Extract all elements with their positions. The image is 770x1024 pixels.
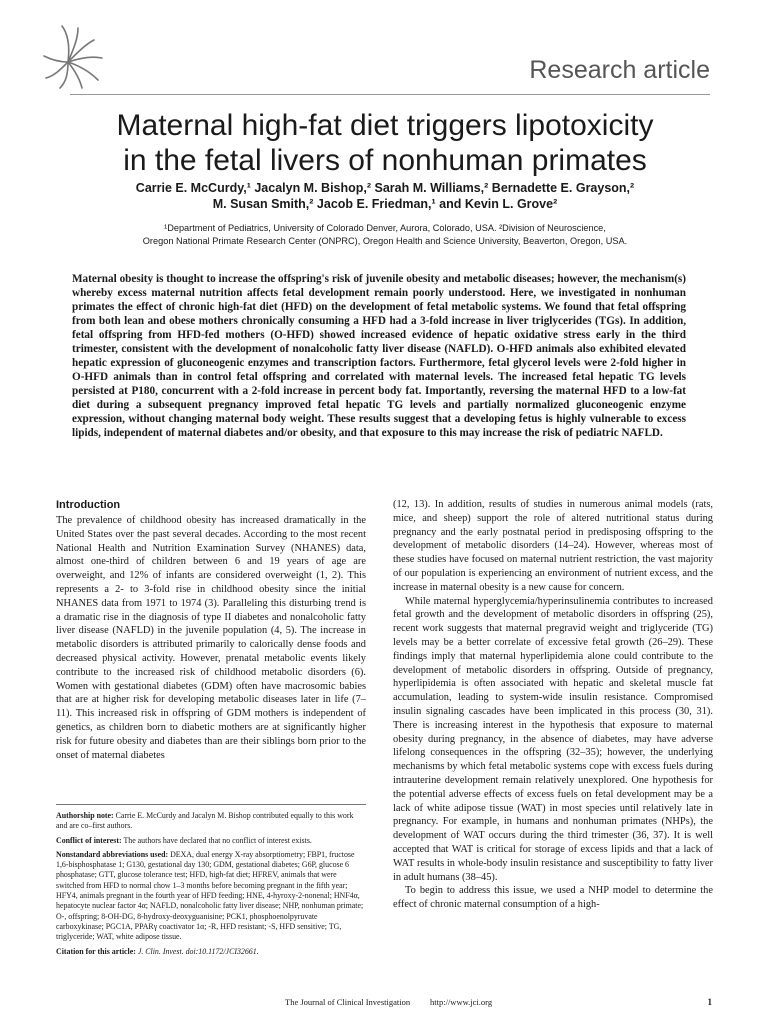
- body-paragraph: The prevalence of childhood obesity has increased dramatically in the United States over the past several decades. According to the most recent National Health and Nutrition Examination Survey (NHANES) data, almost one-third of children between 6 and 19 years of age are overweight, and 12% of infants are considered overweight (1, 2). This represents a 2- to 3-fold rise in childhood obesity since the initial NHANES data from 1971 to 1974 (3). Paralleling this disturbing trend is a dramatic rise in the diagnosis of type II diabetes and nonalcoholic fatty liver disease (NAFLD) in the juvenile population (4, 5). The increase in metabolic disorders is attributed primarily to calorically dense foods and decreased physical activity. However, prenatal metabolic events likely contribute to the increased risk of childhood metabolic disorders (6). Women with gestational diabetes (GDM) often have macrosomic babies that are at higher risk for developing metabolic diseases later in life (7–11). This increased risk in offspring of GDM mothers is independent of genetics, as children born to diabetic mothers are at significantly higher risk for future obesity and diabetes than are their siblings born prior to the onset of maternal diabetes: [56, 515, 366, 761]
- body-paragraph: To begin to address this issue, we used a NHP model to determine the effect of chronic maternal consumption of a high-: [393, 885, 713, 911]
- page-number: 1: [707, 997, 712, 1007]
- abbreviations-label: Nonstandard abbreviations used:: [56, 849, 169, 859]
- footer-url-link[interactable]: http://www.jci.org: [430, 997, 493, 1007]
- body-paragraph: (12, 13). In addition, results of studies in numerous animal models (rats, mice, and sheep) support the role of altered nutritional status during pregnancy and the early postnatal period in predisposing offspring to the development of metabolic disorders (14–24). However, whereas most of these studies have focused on maternal nutrient restriction, the vast majority of our population is experiencing an environment of nutrient excess, and the increase in maternal obesity is a new cause for concern.: [393, 499, 713, 593]
- right-column: [393, 498, 713, 912]
- authors-line: M. Susan Smith,² Jacob E. Friedman,¹ and Kevin L. Grove²: [212, 197, 558, 211]
- conflict-note: [56, 836, 366, 846]
- affiliation-line: Oregon National Primate Research Center (ONPRC), Oregon Health and Science University, Beaverton, Oregon, USA.: [142, 235, 628, 246]
- citation-note: [56, 947, 366, 957]
- conflict-note-text: The authors have declared that no conflict of interest exists.: [123, 835, 312, 845]
- title-line: Maternal high-fat diet triggers lipotoxicity: [116, 109, 654, 142]
- left-column: [56, 498, 366, 762]
- authorship-note: [56, 811, 366, 832]
- journal-starburst-logo: [38, 22, 108, 92]
- header-rule: [70, 94, 710, 95]
- body-paragraph: While maternal hyperglycemia/hyperinsulinemia contributes to increased fetal growth and the development of metabolic disorders in offspring (25), recent work suggests that maternal pregravid weight and triglyceride (TG) levels may be a better correlate of excessive fetal growth (26–29). These findings imply that maternal hyperlipidemia alone could contribute to the development of metabolic disorders in offspring. Outside of pregnancy, hyperlipidemia is often associated with hepatic and skeletal muscle fat accumulation, leading to system-wide insulin resistance. Compromised insulin signaling cascades have been implicated in this process (30, 31). There is increasing interest in the hypothesis that exposure to maternal obesity during pregnancy, in the absence of diabetes, may have adverse lifelong consequences in the offspring (32–35); however, the underlying mechanisms by which fetal metabolic systems cope with excess fuels during intrauterine development remain relatively unexplored. One hypothesis for the potential adverse effects of excess fuels on fetal development may be a lack of white adipose tissue (WAT) in most species until relatively late in pregnancy. For example, in humans and nonhuman primates (NHPs), the development of WAT occurs during the third trimester (36, 37). It is well accepted that WAT is critical for storage of excess lipids and that a lack of WAT results in whole-body insulin resistance and susceptibility to fatty liver in adult humans (38–45).: [393, 595, 713, 883]
- authorship-note-text: Carrie E. McCurdy and Jacalyn M. Bishop contributed equally to this work and are co–first authors.: [56, 811, 354, 831]
- article-title: [40, 108, 730, 178]
- abbreviations-text: DEXA, dual energy X-ray absorptiometry; FBP1, fructose 1,6-bisphosphatase 1; G130, gestational day 130; GDM, gestational diabetes; G6P, glucose 6 phosphatase; GTT, glucose tolerance test; HFD, high-fat diet; HFREV, animals that were switched from HFD to normal chow 1–3 months before becoming pregnant in the fifth year; HFY4, animals pregnant in the fourth year of HFD feeding; HNE, 4-hyroxy-2-nonenal; HNF4α, hepatocyte nuclear factor 4α; NAFLD, nonalcoholic fatty liver disease; NHP, nonhuman primate; O-, offspring; 8-OH-DG, 8-hydroxy-deoxyguanisine; PCK1, phosphoenolpyruvate carboxykinase; PGC1A, PPARγ coactivator 1α; -R, HFD resistant; -S, HFD sensitive; TG, triglyceride; WAT, white adipose tissue.: [56, 849, 364, 942]
- title-line: in the fetal livers of nonhuman primates: [123, 144, 647, 177]
- footer-journal-name: The Journal of Clinical Investigation: [285, 997, 411, 1007]
- conflict-note-label: Conflict of interest:: [56, 835, 122, 845]
- citation-label: Citation for this article:: [56, 946, 136, 956]
- abstract: Maternal obesity is thought to increase the offspring's risk of juvenile obesity and metabolic diseases; however, the mechanism(s) whereby excess maternal nutrition affects fetal development remain poorly understood. Here, we investigated in nonhuman primates the effect of chronic high-fat diet (HFD) on the development of fetal metabolic systems. We found that fetal offspring from both lean and obese mothers chronically consuming a HFD had a 3-fold increase in liver triglycerides (TGs). In addition, fetal offspring from HFD-fed mothers (O-HFD) showed increased evidence of hepatic oxidative stress early in the third trimester, consistent with the development of nonalcoholic fatty liver disease (NAFLD). O-HFD animals also exhibited elevated hepatic expression of gluconeogenic enzymes and transcription factors. Furthermore, fetal glycerol levels were 2-fold higher in O-HFD animals than in control fetal offspring and correlated with maternal levels. The increased fetal hepatic TG levels persisted at P180, concurrent with a 2-fold increase in percent body fat. Importantly, reversing the maternal HFD to a low-fat diet during a subsequent pregnancy improved fetal hepatic TG levels and partially normalized gluconeogenic enzyme expression, without changing maternal body weight. These results suggest that a developing fetus is highly vulnerable to excess lipids, independent of maternal diabetes and/or obesity, and that exposure to this may increase the risk of pediatric NAFLD.: [72, 273, 686, 439]
- affiliations: [60, 222, 710, 247]
- abbreviations-note: [56, 850, 366, 943]
- footnotes: [56, 804, 366, 961]
- author-list: [60, 180, 710, 212]
- article-type-label: Research article: [529, 56, 710, 84]
- authorship-note-label: Authorship note:: [56, 811, 114, 820]
- authors-line: Carrie E. McCurdy,¹ Jacalyn M. Bishop,² Sarah M. Williams,² Bernadette E. Grayson,²: [135, 181, 635, 195]
- affiliation-line: ¹Department of Pediatrics, University of Colorado Denver, Aurora, Colorado, USA. ²Division of Neuroscience,: [164, 223, 606, 233]
- section-heading-introduction: Introduction: [56, 499, 121, 511]
- citation-text: J. Clin. Invest. doi:10.1172/JCI32661.: [137, 946, 259, 956]
